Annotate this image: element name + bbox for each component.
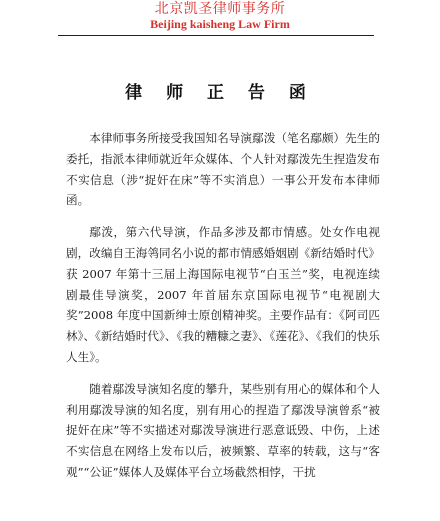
paragraph-biography: 鄢泼，第六代导演，作品多涉及都市情感。处女作电视剧，改编自王海鸰同名小说的都市情感婚姻剧《新结婚时代》获 2007 年第十三届上海国际电视节“白玉兰”奖，电视连续剧最佳导演奖，2007 年首届东京国际电视节“电视剧大奖”2008 年度中国新绅士原创精神奖。主要作品有：《阿司匹林》、《新结婚时代》、《我的糟糠之妻》、《莲花》、《我们的快乐人生》。 (66, 225, 380, 364)
letterhead-divider (58, 35, 374, 36)
letterhead (0, 0, 440, 31)
document-title: 律 师 正 告 函 (125, 83, 315, 103)
paragraph-allegations: 随着鄢泼导演知名度的攀升，某些别有用心的媒体和个人利用鄢泼导演的知名度，别有用心的捏造了鄢泼导演曾系“被捉奸在床”等不实描述对鄢泼导演进行恶意诋毁、中伤，上述不实信息在网络上发布以后，被频繁、草率的转载，这与“客观”“公证”媒体人及媒体平台立场截然相悖，干扰 (66, 381, 380, 479)
paragraph-intro: 本律师事务所接受我国知名导演鄢泼（笔名鄢颇）先生的委托，指派本律师就近年众媒体、个人针对鄢泼先生捏造发布不实信息（涉“捉奸在床”等不实消息）一事公开发布本律师函。 (66, 131, 380, 208)
document-body (66, 128, 380, 494)
firm-name-cn: 北京凯圣律师事务所 (154, 1, 286, 17)
firm-name-en: Beijing kaisheng Law Firm (150, 17, 290, 31)
